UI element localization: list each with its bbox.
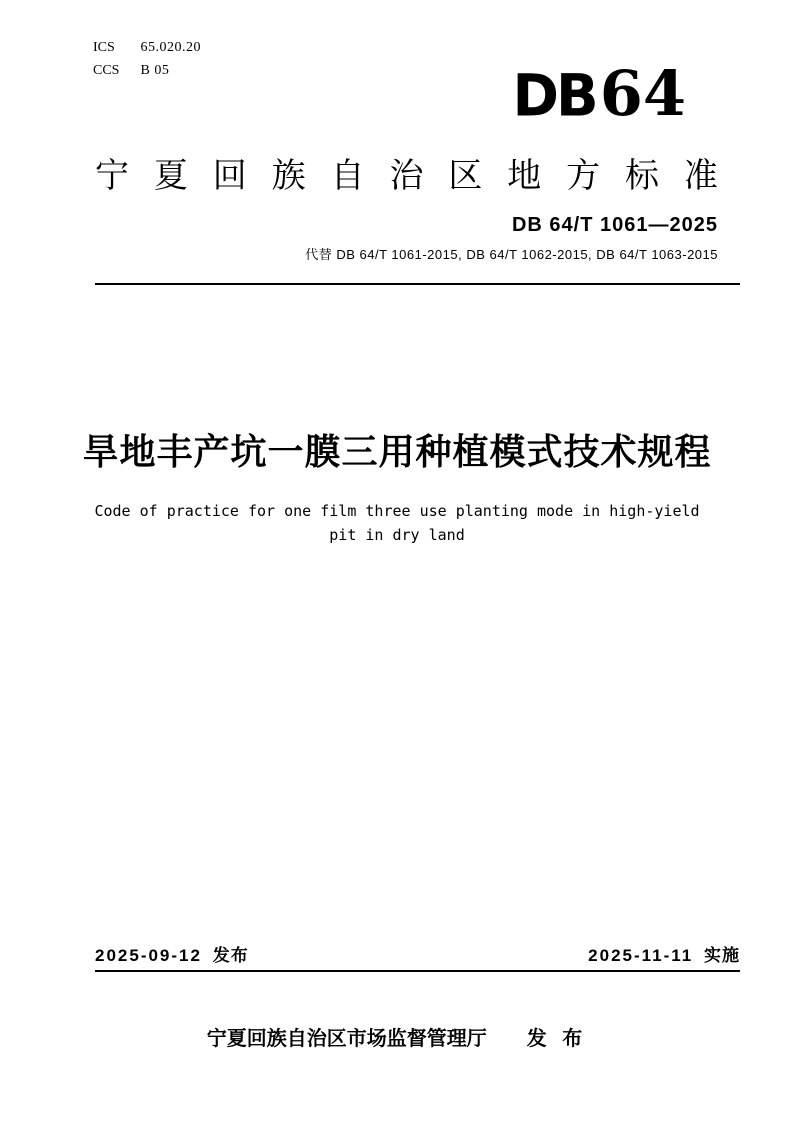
ccs-label: CCS <box>93 63 120 78</box>
publisher-row <box>0 1022 794 1051</box>
header-divider <box>95 283 740 285</box>
db-logo-prefix: DB <box>512 62 596 131</box>
implement-date-item <box>588 941 740 966</box>
standard-number: DB 64/T 1061—2025 <box>511 214 718 236</box>
release-date: 2025-09-12 <box>95 946 202 965</box>
ccs-value: B 05 <box>140 63 170 78</box>
document-title-en: Code of practice for one film three use planting mode in high-yield pit in dry land <box>94 502 700 544</box>
release-date-item <box>95 941 249 966</box>
footer-divider <box>95 970 740 972</box>
replaces-note: 代替 DB 64/T 1061-2015, DB 64/T 1062-2015, DB 64/T 1063-2015 <box>305 247 718 262</box>
document-title-zh: 旱地丰产坑一膜三用种植模式技术规程 <box>82 431 712 472</box>
classification-codes <box>93 36 201 82</box>
publisher-name: 宁夏回族自治区市场监督管理厅 <box>206 1028 487 1050</box>
standard-name-heading: 宁 夏 回 族 自 治 区 地 方 标 准 <box>95 157 718 195</box>
implement-label: 实施 <box>704 946 740 965</box>
publisher-action: 发 布 <box>526 1028 588 1050</box>
ccs-code-row <box>93 59 201 82</box>
ics-code-row <box>93 36 201 59</box>
db64-logo <box>512 57 686 141</box>
db-logo-number: 64 <box>599 57 686 130</box>
implement-date: 2025-11-11 <box>588 946 694 965</box>
date-row <box>95 941 740 966</box>
ics-value: 65.020.20 <box>140 40 201 55</box>
release-label: 发布 <box>212 946 249 965</box>
ics-label: ICS <box>93 40 115 55</box>
